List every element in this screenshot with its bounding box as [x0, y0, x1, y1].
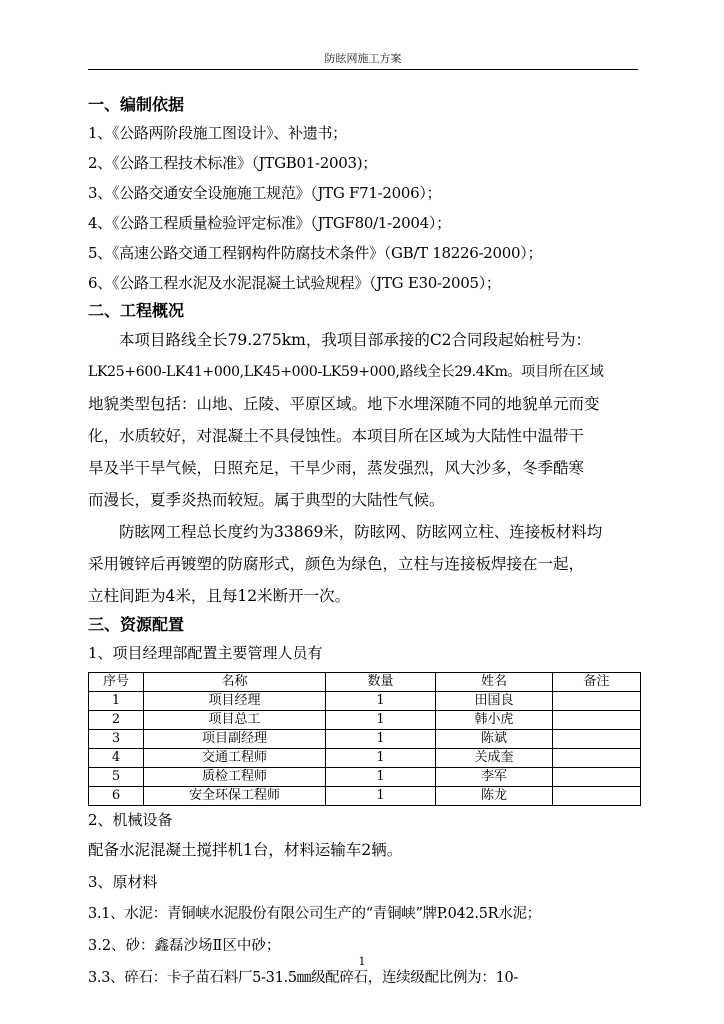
- table-cell: [553, 749, 641, 768]
- table-cell: 李军: [436, 768, 553, 787]
- table-cell: 项目副经理: [144, 730, 326, 749]
- document-body: [88, 92, 640, 994]
- material-line-1: 3.1、水泥：青铜峡水泥股份有限公司生产的“青铜峡”牌P.042.5R水泥；: [88, 906, 541, 922]
- table-header-row: [89, 673, 641, 692]
- table-cell: [553, 711, 641, 730]
- table-cell: [553, 730, 641, 749]
- table-cell: 田国良: [436, 692, 553, 711]
- overview-line-6: 而漫长，夏季炎热而较短。属于典型的大陆性气候。: [88, 491, 445, 509]
- basis-item-5: 5、《高速公路交通工程钢构件防腐技术条件》（GB/T 18226-2000）；: [88, 244, 543, 262]
- table-row: [89, 768, 641, 787]
- table-header: 名称: [144, 673, 326, 692]
- resources-sub-3: 3、原材料: [88, 873, 158, 891]
- basis-item-3: 3、《公路交通安全设施施工规范》（JTG F71-2006）；: [88, 184, 442, 202]
- table-cell: 1: [326, 787, 436, 806]
- table-cell: 项目总工: [144, 711, 326, 730]
- table-cell: 1: [326, 768, 436, 787]
- overview-line-2: LK25+600-LK41+000,LK45+000-LK59+000,路线全长29.4Km。项目所在区域: [88, 364, 604, 380]
- table-cell: 韩小虎: [436, 711, 553, 730]
- overview-line-5: 旱及半干旱气候，日照充足，干旱少雨，蒸发强烈，风大沙多，冬季酷寒: [88, 459, 585, 477]
- table-cell: [553, 768, 641, 787]
- section-heading-overview: 二、工程概况: [88, 301, 185, 320]
- table-cell: 1: [326, 692, 436, 711]
- material-line-2: 3.2、砂：鑫磊沙场Ⅱ区中砂；: [88, 938, 281, 954]
- table-cell: 关成奎: [436, 749, 553, 768]
- table-row: [89, 711, 641, 730]
- table-cell: 1: [326, 711, 436, 730]
- resources-sub-1: 1、项目经理部配置主要管理人员有: [88, 644, 323, 662]
- overview-line-3: 地貌类型包括：山地、丘陵、平原区域。地下水埋深随不同的地貌单元而变: [88, 395, 600, 413]
- overview-line-4: 化，水质较好，对混凝土不具侵蚀性。本项目所在区域为大陆性中温带干: [88, 427, 585, 445]
- table-cell: [553, 787, 641, 806]
- table-cell: 陈斌: [436, 730, 553, 749]
- table-row: [89, 749, 641, 768]
- table-row: [89, 787, 641, 806]
- basis-item-4: 4、《公路工程质量检验评定标准》（JTGF80/1-2004）；: [88, 214, 451, 232]
- table-cell: 安全环保工程师: [144, 787, 326, 806]
- resources-sub-2: 2、机械设备: [88, 811, 173, 829]
- table-cell: 4: [89, 749, 144, 768]
- overview-line-9: 立柱间距为4米，且每12米断开一次。: [88, 587, 351, 605]
- table-cell: 6: [89, 787, 144, 806]
- staff-table: [88, 672, 641, 806]
- page-number: 1: [358, 955, 366, 968]
- table-cell: 5: [89, 768, 144, 787]
- section-heading-basis: 一、编制依据: [88, 95, 185, 114]
- table-header: 姓名: [436, 673, 553, 692]
- overview-line-7: 防眩网工程总长度约为33869米，防眩网、防眩网立柱、连接板材料均: [119, 523, 603, 541]
- table-cell: 1: [326, 730, 436, 749]
- table-cell: 项目经理: [144, 692, 326, 711]
- section-heading-resources: 三、资源配置: [88, 615, 185, 634]
- page-header: 防眩网施工方案: [88, 50, 638, 70]
- overview-line-1: 本项目路线全长79.275km，我项目部承接的C2合同段起始桩号为：: [119, 331, 592, 349]
- basis-item-6: 6、《公路工程水泥及水泥混凝土试验规程》（JTG E30-2005）；: [88, 274, 501, 292]
- table-cell: 陈龙: [436, 787, 553, 806]
- table-cell: 2: [89, 711, 144, 730]
- table-cell: [553, 692, 641, 711]
- equipment-text: 配备水泥混凝土搅拌机1台，材料运输车2辆。: [88, 841, 403, 859]
- table-header: 备注: [553, 673, 641, 692]
- basis-item-2: 2、《公路工程技术标准》（JTGB01-2003)；: [88, 154, 377, 172]
- basis-item-1: 1、《公路两阶段施工图设计》、补遗书；: [88, 124, 347, 142]
- table-cell: 1: [89, 692, 144, 711]
- table-cell: 交通工程师: [144, 749, 326, 768]
- overview-line-8: 采用镀锌后再镀塑的防腐形式，颜色为绿色，立柱与连接板焊接在一起，: [88, 555, 585, 573]
- table-header: 数量: [326, 673, 436, 692]
- table-cell: 质检工程师: [144, 768, 326, 787]
- table-row: [89, 730, 641, 749]
- table-row: [89, 692, 641, 711]
- table-header: 序号: [89, 673, 144, 692]
- table-cell: 1: [326, 749, 436, 768]
- table-cell: 3: [89, 730, 144, 749]
- material-line-3: 3.3、碎石：卡子苗石料厂5-31.5㎜级配碎石，连续级配比例为：10-: [88, 970, 519, 986]
